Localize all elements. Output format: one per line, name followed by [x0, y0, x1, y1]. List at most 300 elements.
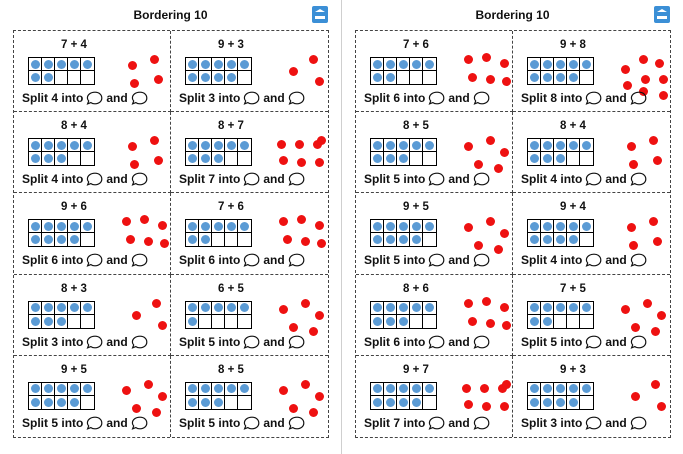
counter-dot — [530, 141, 539, 150]
answer-bubble-icon — [243, 416, 260, 430]
red-dot — [627, 142, 636, 151]
counter-dot — [412, 141, 421, 150]
counter-dot — [44, 317, 53, 326]
problem-card — [14, 193, 171, 274]
and-word: and — [605, 334, 627, 349]
split-word: Split — [364, 334, 390, 349]
ten-frame-cell — [199, 396, 212, 409]
red-dot — [158, 221, 167, 230]
addend-dots — [456, 132, 511, 170]
ten-frame-cell — [554, 71, 567, 84]
split-number: 5 — [208, 415, 216, 430]
counter-dot — [227, 222, 236, 231]
counter-dot — [31, 235, 40, 244]
red-dot — [130, 79, 139, 88]
red-dot — [464, 299, 473, 308]
counter-dot — [412, 384, 421, 393]
ten-frame-cell — [42, 220, 55, 233]
ten-frame — [527, 382, 594, 410]
problem-card — [513, 275, 670, 356]
red-dot — [474, 160, 483, 169]
graduation-cap-icon — [654, 6, 670, 23]
equation-label: 7 + 6 — [403, 39, 429, 51]
red-dot — [128, 142, 137, 151]
counter-dot — [214, 384, 223, 393]
addend-dots — [114, 51, 169, 89]
ten-frame-cell — [371, 139, 384, 152]
ten-frame-cell — [410, 396, 423, 409]
counter-dot — [530, 317, 539, 326]
red-dot — [297, 158, 306, 167]
counter-dot — [569, 303, 578, 312]
split-word: Split — [364, 415, 390, 430]
counter-dot — [188, 60, 197, 69]
split-instruction — [179, 416, 308, 430]
counter-dot — [556, 222, 565, 231]
ten-frame-cell — [554, 233, 567, 246]
ten-frame-cell — [81, 383, 94, 396]
red-dot — [621, 305, 630, 314]
split-word: Split — [179, 172, 205, 187]
counter-dot — [57, 235, 66, 244]
counter-dot — [70, 222, 79, 231]
split-number: 3 — [208, 91, 216, 105]
ten-frame-cell — [423, 152, 436, 165]
red-dot — [623, 81, 632, 90]
red-dot — [315, 221, 324, 230]
red-dot — [277, 140, 286, 149]
counter-dot — [44, 141, 53, 150]
counter-dot — [582, 303, 591, 312]
counter-dot — [31, 60, 40, 69]
counter-dot — [240, 384, 249, 393]
into-word: into — [560, 253, 583, 268]
addend-dots — [613, 132, 668, 170]
ten-frame-cell — [580, 152, 593, 165]
counter-dot — [373, 60, 382, 69]
ten-frame-cell — [68, 233, 81, 246]
ten-frame-cell — [81, 71, 94, 84]
ten-frame-cell — [55, 315, 68, 328]
split-word: Split — [22, 91, 48, 105]
ten-frame-cell — [541, 302, 554, 315]
ten-frame-cell — [225, 139, 238, 152]
ten-frame-cell — [68, 71, 81, 84]
into-word: into — [218, 415, 241, 430]
answer-bubble-icon — [131, 172, 148, 186]
ten-frame-cell — [29, 396, 42, 409]
ten-frame-cell — [238, 71, 251, 84]
ten-frame-cell — [55, 396, 68, 409]
red-dot — [144, 237, 153, 246]
counter-dot — [240, 141, 249, 150]
ten-frame-cell — [212, 220, 225, 233]
problem-card — [513, 112, 670, 193]
split-number: 4 — [550, 253, 558, 268]
answer-bubble-icon — [288, 172, 305, 186]
answer-bubble-icon — [86, 91, 103, 105]
ten-frame-cell — [580, 58, 593, 71]
into-word: into — [560, 91, 583, 105]
ten-frame-cell — [212, 315, 225, 328]
ten-frame-cell — [199, 233, 212, 246]
ten-frame — [28, 219, 95, 247]
ten-frame — [28, 382, 95, 410]
ten-frame-cell — [397, 396, 410, 409]
ten-frame-cell — [68, 315, 81, 328]
addend-dots — [114, 213, 169, 251]
red-dot — [279, 156, 288, 165]
counter-dot — [569, 398, 578, 407]
ten-frame-cell — [397, 139, 410, 152]
counter-dot — [530, 154, 539, 163]
into-word: into — [61, 334, 84, 349]
ten-frame-cell — [238, 58, 251, 71]
and-word: and — [263, 91, 285, 105]
ten-frame-cell — [212, 233, 225, 246]
red-dot — [279, 217, 288, 226]
counter-dot — [386, 154, 395, 163]
ten-frame-cell — [528, 315, 541, 328]
counter-dot — [569, 60, 578, 69]
ten-frame-cell — [29, 58, 42, 71]
addend-dots — [456, 376, 511, 414]
ten-frame-cell — [371, 396, 384, 409]
counter-dot — [582, 222, 591, 231]
red-dot — [486, 217, 495, 226]
answer-bubble-icon — [473, 416, 490, 430]
red-dot — [500, 402, 509, 411]
ten-frame-cell — [199, 315, 212, 328]
counter-dot — [530, 73, 539, 82]
split-word: Split — [364, 172, 390, 187]
ten-frame-cell — [541, 58, 554, 71]
ten-frame-cell — [68, 396, 81, 409]
ten-frame-cell — [42, 302, 55, 315]
answer-bubble-icon — [585, 172, 602, 186]
equation-label: 9 + 3 — [560, 363, 586, 376]
ten-frame-cell — [81, 220, 94, 233]
ten-frame-cell — [384, 139, 397, 152]
ten-frame-cell — [238, 383, 251, 396]
red-dot — [152, 408, 161, 417]
ten-frame-cell — [397, 383, 410, 396]
problem-card — [171, 193, 328, 274]
ten-frame-cell — [384, 315, 397, 328]
counter-dot — [412, 60, 421, 69]
ten-frame-cell — [410, 233, 423, 246]
red-dot — [301, 299, 310, 308]
ten-frame-cell — [186, 383, 199, 396]
equation-label: 9 + 5 — [403, 201, 429, 214]
ten-frame-cell — [528, 383, 541, 396]
and-word: and — [448, 334, 470, 349]
split-instruction — [364, 416, 493, 430]
ten-frame-cell — [371, 233, 384, 246]
answer-bubble-icon — [630, 335, 647, 349]
counter-dot — [240, 60, 249, 69]
red-dot — [462, 384, 471, 393]
ten-frame-cell — [238, 139, 251, 152]
ten-frame-cell — [42, 71, 55, 84]
ten-frame-cell — [238, 396, 251, 409]
ten-frame — [185, 301, 252, 329]
counter-dot — [83, 384, 92, 393]
counter-dot — [240, 222, 249, 231]
answer-bubble-icon — [428, 335, 445, 349]
ten-frame-cell — [528, 396, 541, 409]
red-dot — [315, 311, 324, 320]
and-word: and — [263, 172, 285, 187]
ten-frame-cell — [199, 302, 212, 315]
counter-dot — [44, 73, 53, 82]
red-dot — [464, 223, 473, 232]
ten-frame — [28, 138, 95, 166]
addend-dots — [271, 295, 326, 333]
ten-frame — [185, 57, 252, 85]
ten-frame-cell — [423, 302, 436, 315]
counter-dot — [556, 235, 565, 244]
counter-dot — [70, 141, 79, 150]
ten-frame — [370, 219, 437, 247]
ten-frame-cell — [580, 302, 593, 315]
split-instruction — [179, 253, 308, 267]
ten-frame-cell — [541, 220, 554, 233]
red-dot — [649, 136, 658, 145]
problem-card — [513, 193, 670, 274]
ten-frame-cell — [225, 220, 238, 233]
split-word: Split — [179, 91, 205, 105]
counter-dot — [31, 222, 40, 231]
answer-bubble-icon — [630, 91, 647, 105]
equation-label: 8 + 4 — [560, 120, 586, 133]
ten-frame-cell — [42, 58, 55, 71]
counter-dot — [214, 398, 223, 407]
red-dot — [309, 327, 318, 336]
red-dot — [651, 327, 660, 336]
counter-dot — [214, 303, 223, 312]
ten-frame-cell — [567, 139, 580, 152]
ten-frame-cell — [580, 139, 593, 152]
counter-dot — [227, 60, 236, 69]
worksheet-page-right — [342, 0, 683, 454]
ten-frame-cell — [186, 220, 199, 233]
ten-frame-cell — [528, 302, 541, 315]
into-word: into — [61, 253, 84, 268]
into-word: into — [403, 172, 426, 187]
ten-frame-cell — [225, 396, 238, 409]
ten-frame-cell — [410, 58, 423, 71]
ten-frame — [527, 301, 594, 329]
counter-dot — [386, 303, 395, 312]
counter-dot — [44, 303, 53, 312]
split-number: 4 — [51, 91, 59, 105]
counter-dot — [530, 398, 539, 407]
split-instruction — [179, 91, 308, 105]
split-instruction — [364, 253, 493, 267]
counter-dot — [543, 60, 552, 69]
answer-bubble-icon — [131, 253, 148, 267]
counter-dot — [556, 398, 565, 407]
ten-frame-cell — [212, 302, 225, 315]
ten-frame-cell — [371, 58, 384, 71]
ten-frame-cell — [186, 315, 199, 328]
split-number: 6 — [393, 334, 401, 349]
ten-frame-cell — [541, 315, 554, 328]
ten-frame-cell — [423, 315, 436, 328]
red-dot — [140, 215, 149, 224]
ten-frame-cell — [238, 315, 251, 328]
ten-frame-cell — [238, 302, 251, 315]
red-dot — [279, 305, 288, 314]
counter-dot — [31, 398, 40, 407]
counter-dot — [386, 317, 395, 326]
ten-frame — [370, 382, 437, 410]
into-word: into — [218, 334, 241, 349]
split-number: 6 — [51, 253, 59, 268]
addend-dots — [613, 51, 668, 89]
red-dot — [655, 59, 664, 68]
red-dot — [649, 217, 658, 226]
ten-frame-cell — [199, 58, 212, 71]
red-dot — [500, 148, 509, 157]
ten-frame — [527, 219, 594, 247]
red-dot — [122, 217, 131, 226]
graduation-cap-icon — [312, 6, 328, 23]
counter-dot — [57, 154, 66, 163]
counter-dot — [240, 303, 249, 312]
counter-dot — [412, 398, 421, 407]
split-word: Split — [179, 415, 205, 430]
counter-dot — [201, 73, 210, 82]
answer-bubble-icon — [86, 335, 103, 349]
ten-frame — [527, 57, 594, 85]
counter-dot — [425, 303, 434, 312]
counter-dot — [569, 141, 578, 150]
red-dot — [631, 392, 640, 401]
ten-frame-cell — [397, 233, 410, 246]
split-instruction — [521, 172, 650, 186]
red-dot — [653, 237, 662, 246]
counter-dot — [373, 154, 382, 163]
counter-dot — [70, 384, 79, 393]
ten-frame-cell — [212, 396, 225, 409]
counter-dot — [582, 141, 591, 150]
counter-dot — [543, 222, 552, 231]
red-dot — [132, 311, 141, 320]
counter-dot — [83, 60, 92, 69]
page-title: Bordering 10 — [133, 8, 208, 22]
problem-card — [356, 31, 513, 112]
ten-frame-cell — [410, 315, 423, 328]
counter-dot — [57, 398, 66, 407]
ten-frame-cell — [68, 139, 81, 152]
split-number: 3 — [51, 334, 59, 349]
ten-frame-cell — [186, 58, 199, 71]
counter-dot — [543, 235, 552, 244]
and-word: and — [106, 415, 128, 430]
ten-frame-cell — [528, 220, 541, 233]
problem-card — [356, 356, 513, 437]
ten-frame-cell — [371, 152, 384, 165]
ten-frame-cell — [528, 233, 541, 246]
problem-card — [171, 356, 328, 437]
counter-dot — [582, 384, 591, 393]
ten-frame-cell — [541, 383, 554, 396]
counter-dot — [386, 398, 395, 407]
ten-frame-cell — [55, 139, 68, 152]
problem-card — [513, 356, 670, 437]
ten-frame-cell — [199, 139, 212, 152]
equation-label: 8 + 7 — [218, 120, 244, 133]
ten-frame-cell — [29, 315, 42, 328]
ten-frame-cell — [238, 220, 251, 233]
ten-frame-cell — [410, 302, 423, 315]
counter-dot — [44, 222, 53, 231]
counter-dot — [70, 235, 79, 244]
ten-frame-cell — [423, 71, 436, 84]
counter-dot — [543, 73, 552, 82]
red-dot — [631, 323, 640, 332]
equation-label: 8 + 3 — [61, 282, 87, 295]
addend-dots — [114, 376, 169, 414]
ten-frame-cell — [567, 233, 580, 246]
split-word: Split — [22, 415, 48, 430]
problem-card — [356, 275, 513, 356]
problem-card — [171, 275, 328, 356]
answer-bubble-icon — [131, 335, 148, 349]
equation-label: 9 + 5 — [61, 363, 87, 376]
ten-frame-cell — [410, 139, 423, 152]
counter-dot — [399, 222, 408, 231]
counter-dot — [188, 384, 197, 393]
split-word: Split — [521, 91, 547, 105]
counter-dot — [83, 222, 92, 231]
ten-frame-cell — [81, 315, 94, 328]
and-word: and — [448, 172, 470, 187]
and-word: and — [605, 91, 627, 105]
ten-frame-cell — [55, 220, 68, 233]
red-dot — [317, 239, 326, 248]
counter-dot — [201, 303, 210, 312]
counter-dot — [556, 60, 565, 69]
into-word: into — [61, 172, 84, 187]
red-dot — [317, 136, 326, 145]
addend-dots — [456, 213, 511, 251]
split-number: 7 — [208, 172, 216, 187]
ten-frame-cell — [410, 220, 423, 233]
ten-frame-cell — [580, 220, 593, 233]
problem-card — [356, 112, 513, 193]
red-dot — [315, 158, 324, 167]
counter-dot — [214, 222, 223, 231]
split-instruction — [179, 172, 308, 186]
answer-bubble-icon — [243, 335, 260, 349]
ten-frame-cell — [567, 396, 580, 409]
counter-dot — [425, 222, 434, 231]
split-instruction — [364, 335, 493, 349]
red-dot — [500, 229, 509, 238]
equation-label: 8 + 6 — [403, 282, 429, 295]
ten-frame-cell — [225, 383, 238, 396]
equation-label: 8 + 5 — [218, 363, 244, 376]
counter-dot — [44, 398, 53, 407]
counter-dot — [214, 73, 223, 82]
counter-dot — [373, 222, 382, 231]
counter-dot — [227, 303, 236, 312]
red-dot — [621, 65, 630, 74]
split-instruction — [521, 416, 650, 430]
